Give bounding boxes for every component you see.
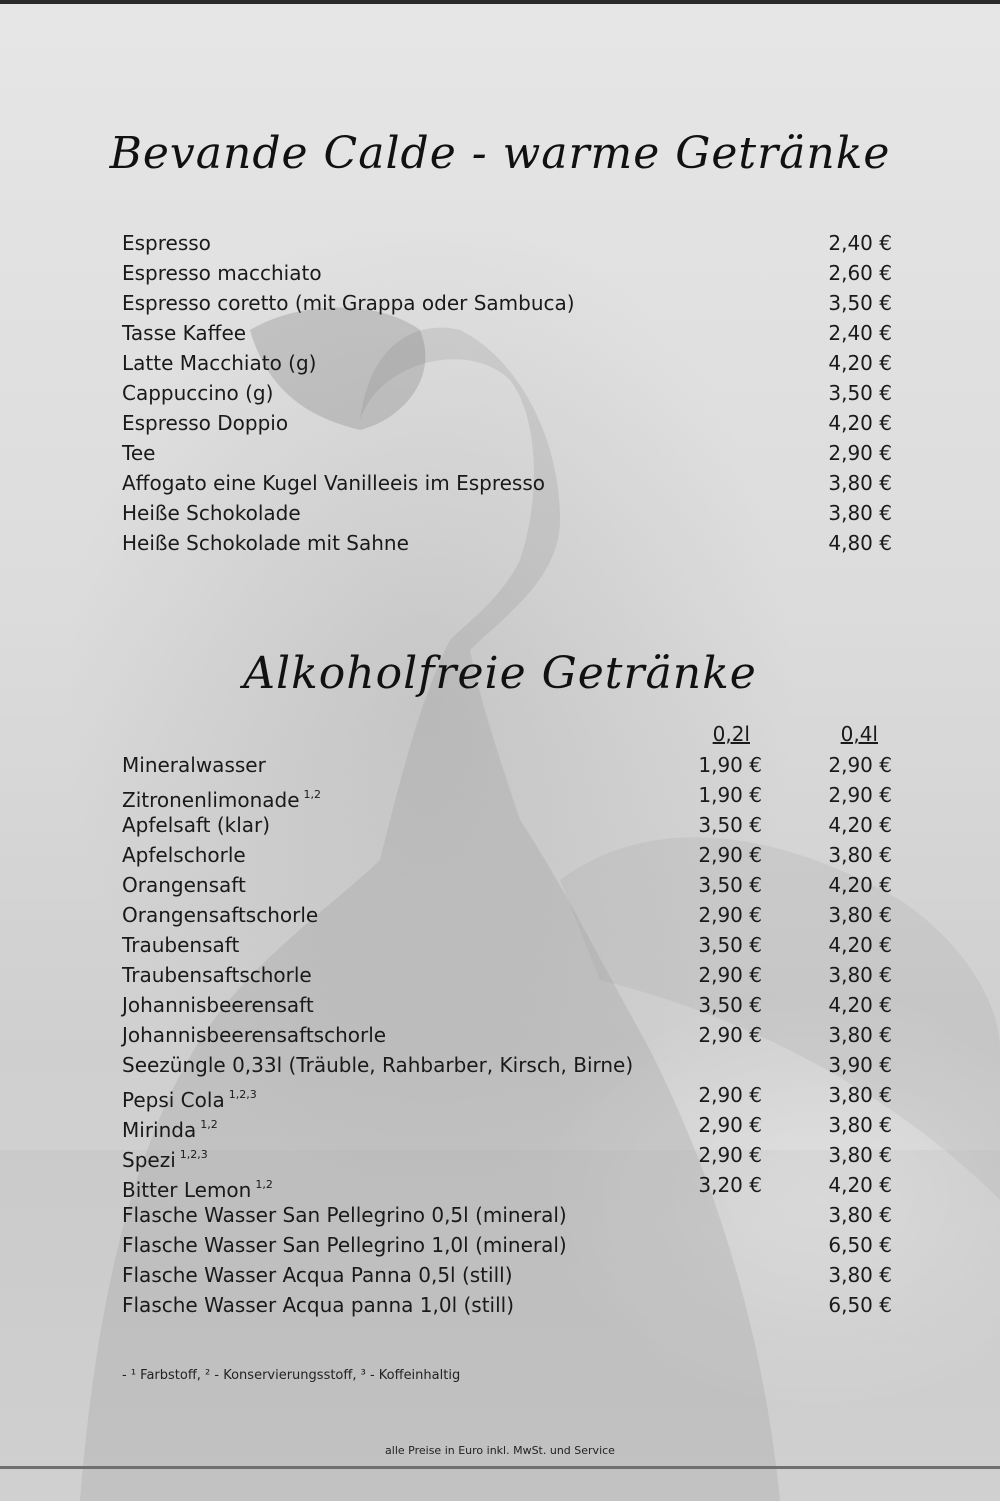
item-name-text: Flasche Wasser San Pellegrino 0,5l (mineral) [122,1203,567,1227]
item-price-small: 3,20 € [698,1173,762,1197]
item-price: 2,60 € [828,261,892,285]
item-name [122,900,318,930]
item-price: 3,80 € [828,471,892,495]
menu-item-row [122,1170,892,1200]
item-price-large: 4,20 € [828,993,892,1017]
menu-item-row [122,930,892,960]
menu-item-row [122,1230,892,1260]
menu-item-row [122,348,892,378]
item-name [122,1230,567,1260]
item-name-text: Seezüngle 0,33l (Träuble, Rahbarber, Kirsch, Birne) [122,1053,634,1077]
item-name-text: Apfelschorle [122,843,246,867]
menu-item-row [122,840,892,870]
item-price-small: 2,90 € [698,903,762,927]
menu-item-row [122,990,892,1020]
item-name [122,1290,514,1320]
heading-soft-drinks: Alkoholfreie Getränke [243,648,757,699]
item-name-text: Johannisbeerensaftschorle [122,1023,387,1047]
item-price-large: 3,80 € [828,903,892,927]
soft-drinks-list [122,750,892,1320]
item-price-large: 3,80 € [828,963,892,987]
top-rule [0,0,1000,4]
item-price-large: 6,50 € [828,1233,892,1257]
item-name-text: Traubensaft [122,933,240,957]
menu-item-row [122,780,892,810]
item-price-large: 4,20 € [828,813,892,837]
item-price-large: 3,80 € [828,1023,892,1047]
item-price-small: 2,90 € [698,963,762,987]
item-name-text: Mirinda [122,1118,197,1142]
column-header-large: 0,4l [840,722,878,746]
item-price-large: 3,80 € [828,1113,892,1137]
heading-hot-drinks: Bevande Calde - warme Getränke [109,128,891,179]
size-column-headers [122,722,892,750]
item-price-large: 3,80 € [828,1083,892,1107]
menu-item-row [122,1050,892,1080]
item-price: 3,80 € [828,501,892,525]
menu-item-row [122,468,892,498]
item-price-large: 3,80 € [828,1203,892,1227]
item-name-text: Flasche Wasser Acqua Panna 0,5l (still) [122,1263,513,1287]
additives-footnote: - ¹ Farbstoff, ² - Konservierungsstoff, ³ - Koffeinhaltig [122,1368,461,1383]
item-price-small: 2,90 € [698,1113,762,1137]
menu-item-row [122,438,892,468]
item-name [122,810,270,840]
additive-marker: 1,2,3 [228,1088,257,1101]
item-price-small: 1,90 € [698,753,762,777]
menu-item-row [122,810,892,840]
menu-item-row [122,900,892,930]
item-price-large: 2,90 € [828,753,892,777]
item-price-small: 3,50 € [698,993,762,1017]
menu-item-row [122,498,892,528]
item-name [122,870,246,900]
item-price-small: 1,90 € [698,783,762,807]
menu-item-row [122,1290,892,1320]
item-name: Heiße Schokolade mit Sahne [122,531,409,555]
menu-item-row [122,318,892,348]
item-name-text: Apfelsaft (klar) [122,813,271,837]
item-name-text: Orangensaft [122,873,246,897]
item-name: Espresso [122,231,211,255]
item-name [122,1020,386,1050]
item-name-text: Orangensaftschorle [122,903,319,927]
item-name-text: Flasche Wasser Acqua panna 1,0l (still) [122,1293,515,1317]
item-price: 2,40 € [828,231,892,255]
item-name [122,750,266,780]
menu-item-row [122,378,892,408]
item-price-large: 4,20 € [828,933,892,957]
item-price: 2,90 € [828,441,892,465]
item-price-large: 3,80 € [828,1143,892,1167]
additive-marker: 1,2 [303,788,322,801]
item-price-large: 3,80 € [828,843,892,867]
item-name [122,1260,513,1290]
menu-item-row [122,1140,892,1170]
additive-marker: 1,2 [200,1118,218,1131]
item-name: Espresso coretto (mit Grappa oder Sambuca) [122,291,575,315]
item-price: 2,40 € [828,321,892,345]
menu-item-row [122,1260,892,1290]
item-name-text: Mineralwasser [122,753,266,777]
menu-item-row [122,288,892,318]
item-name-text: Bitter Lemon [122,1178,252,1202]
item-name-text: Flasche Wasser San Pellegrino 1,0l (mineral) [122,1233,567,1257]
item-name-text: Spezi [122,1148,176,1172]
item-name [122,930,239,960]
price-note: alle Preise in Euro inkl. MwSt. und Service [385,1444,615,1457]
item-name [122,1050,633,1080]
item-price-small: 2,90 € [698,1023,762,1047]
menu-item-row [122,1080,892,1110]
additive-marker: 1,2 [255,1178,273,1191]
menu-item-row [122,228,892,258]
item-name [122,990,314,1020]
menu-item-row [122,258,892,288]
item-price-small: 2,90 € [698,843,762,867]
column-header-small: 0,2l [712,722,750,746]
additive-marker: 1,2,3 [179,1148,208,1161]
item-name: Heiße Schokolade [122,501,301,525]
menu-item-row [122,1020,892,1050]
menu-item-row [122,960,892,990]
item-price: 4,20 € [828,351,892,375]
item-name [122,960,312,990]
item-price: 4,20 € [828,411,892,435]
item-price-large: 6,50 € [828,1293,892,1317]
item-price-small: 3,50 € [698,933,762,957]
item-name [122,840,246,870]
item-name: Espresso macchiato [122,261,322,285]
item-name: Tasse Kaffee [122,321,247,345]
item-price-large: 3,80 € [828,1263,892,1287]
item-name: Latte Macchiato (g) [122,351,317,375]
item-price-small: 2,90 € [698,1083,762,1107]
menu-item-row [122,528,892,558]
menu-item-row [122,1110,892,1140]
item-price-large: 2,90 € [828,783,892,807]
item-name-text: Zitronenlimonade [122,788,300,812]
item-name-text: Johannisbeerensaft [122,993,314,1017]
menu-item-row [122,750,892,780]
item-name: Affogato eine Kugel Vanilleeis im Espresso [122,471,545,495]
item-price-small: 3,50 € [698,873,762,897]
item-price: 3,50 € [828,381,892,405]
item-price-large: 4,20 € [828,1173,892,1197]
menu-item-row [122,870,892,900]
item-name: Cappuccino (g) [122,381,274,405]
item-price: 4,80 € [828,531,892,555]
item-name: Espresso Doppio [122,411,289,435]
hot-drinks-list [122,228,892,558]
item-price-small: 3,50 € [698,813,762,837]
item-name [122,1200,567,1230]
bottom-rule [0,1466,1000,1469]
item-name-text: Pepsi Cola [122,1088,225,1112]
menu-item-row [122,1200,892,1230]
item-price-large: 4,20 € [828,873,892,897]
item-price-small: 2,90 € [698,1143,762,1167]
item-name-text: Traubensaftschorle [122,963,312,987]
item-price: 3,50 € [828,291,892,315]
menu-item-row [122,408,892,438]
item-name: Tee [122,441,156,465]
item-price-large: 3,90 € [828,1053,892,1077]
